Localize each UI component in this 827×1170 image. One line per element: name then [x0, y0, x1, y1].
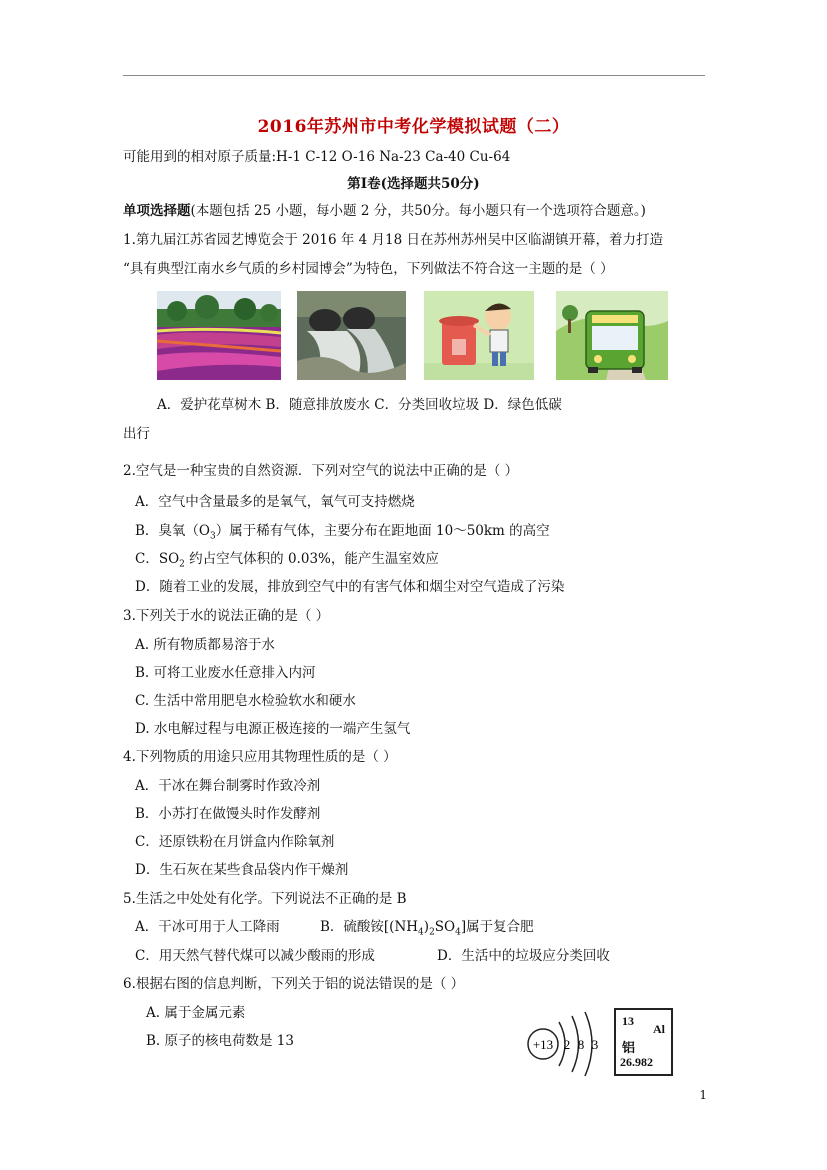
q1-options-wrap: 出行: [123, 426, 150, 442]
q3-option-d: D. 水电解过程与电源正极连接的一端产生氢气: [135, 721, 411, 737]
q2-option-d: D．随着工业的发展，排放到空气中的有害气体和烟尘对空气造成了污染: [135, 579, 565, 595]
instructions-rest: (本题包括 25 小题，每小题 2 分，共50分。每小题只有一个选项符合题意。): [190, 203, 646, 219]
q3-stem: 3.下列关于水的说法正确的是（ ）: [123, 608, 330, 624]
header-rule: [123, 75, 705, 76]
q1-options: A．爱护花草树木 B．随意排放废水 C．分类回收垃圾 D．绿色低碳: [157, 397, 562, 413]
q4-option-a: A．干冰在舞台制雾时作致冷剂: [135, 778, 321, 794]
q6-option-b: B. 原子的核电荷数是 13: [146, 1033, 294, 1049]
q5-option-b: [320, 918, 534, 942]
q5-b-mid: ): [423, 919, 430, 935]
q4-option-c: C．还原铁粉在月饼盒内作除氧剂: [135, 834, 335, 850]
q2-option-c: [135, 550, 439, 574]
q2-b-post: ）属于稀有气体，主要分布在距地面 10～50km 的高空: [215, 523, 550, 539]
q2-b-pre: B．臭氧（O: [135, 523, 210, 539]
section-title: 第Ⅰ卷(选择题共50分): [347, 176, 480, 192]
shell-3-count: 3: [591, 1037, 599, 1052]
q2-c-post: 约占空气体积的 0.03%，能产生温室效应: [184, 551, 439, 567]
q2-option-a: A．空气中含量最多的是氧气，氧气可支持燃烧: [135, 494, 415, 510]
element-symbol: Al: [653, 1022, 665, 1036]
q4-option-d: D．生石灰在某些食品袋内作干燥剂: [135, 862, 349, 878]
q3-option-b: B. 可将工业废水任意排入内河: [135, 665, 316, 681]
shell-1-count: 2: [563, 1037, 571, 1052]
shell-2-count: 8: [577, 1037, 585, 1052]
q5-b-mid2: SO: [434, 919, 456, 935]
q3-option-a: A. 所有物质都易溶于水: [135, 637, 275, 653]
atomic-masses: 可能用到的相对原子质量:H-1 C-12 O-16 Na-23 Ca-40 Cu-64: [123, 149, 511, 165]
q5-option-d: D．生活中的垃圾应分类回收: [437, 948, 610, 964]
element-number: 13: [622, 1014, 634, 1028]
q4-stem: 4.下列物质的用途只应用其物理性质的是（ ）: [123, 749, 397, 765]
q5-stem: 5.生活之中处处有化学。下列说法不正确的是 B: [123, 891, 407, 907]
q1-line1: 1.第九届江苏省园艺博览会于 2016 年 4 月18 日在苏州苏州吴中区临湖镇开幕，着力打造: [123, 232, 663, 248]
q6-stem: 6.根据右图的信息判断，下列关于铝的说法错误的是（ ）: [123, 976, 465, 992]
aluminum-atom-diagram: [525, 1006, 605, 1076]
aluminum-element-card: [614, 1008, 673, 1076]
q5-option-c: C．用天然气替代煤可以减少酸雨的形成: [135, 948, 375, 964]
q6-option-a: A. 属于金属元素: [146, 1005, 246, 1021]
q2-option-b: [135, 522, 550, 546]
green-bus-image: [556, 291, 668, 380]
recycling-cartoon-image: [424, 291, 534, 380]
q5-option-a: A．干冰可用于人工降雨: [135, 919, 280, 935]
element-name: 铝: [622, 1040, 636, 1055]
q2-c-pre: C．SO: [135, 551, 180, 567]
q4-option-b: B．小苏打在做馒头时作发酵剂: [135, 806, 321, 822]
q5-b-sub3: 4: [455, 927, 461, 938]
q1-line2: “具有典型江南水乡气质的乡村园博会”为特色，下列做法不符合这一主题的是（ ）: [123, 261, 614, 277]
q5-b-sub2: 2: [429, 927, 435, 938]
q2-b-sub: 3: [210, 531, 216, 542]
instructions-bold: 单项选择题: [123, 203, 191, 219]
page-title: 2016年苏州市中考化学模拟试题（二）: [257, 117, 570, 137]
q5-b-sub1: 4: [418, 927, 424, 938]
element-mass: 26.982: [620, 1055, 653, 1069]
q2-stem: 2.空气是一种宝贵的自然资源．下列对空气的说法中正确的是（ ）: [123, 463, 519, 479]
page-number: 1: [699, 1088, 707, 1102]
instructions: [123, 202, 646, 220]
flower-garden-image: [157, 291, 281, 380]
q5-b-pre: B．硫酸铵[(NH: [320, 919, 419, 935]
q3-option-c: C. 生活中常用肥皂水检验软水和硬水: [135, 693, 356, 709]
waste-water-image: [297, 291, 406, 380]
q2-c-sub: 2: [179, 559, 185, 570]
q5-b-post: ]属于复合肥: [460, 919, 534, 935]
nucleus-charge: +13: [532, 1037, 554, 1052]
